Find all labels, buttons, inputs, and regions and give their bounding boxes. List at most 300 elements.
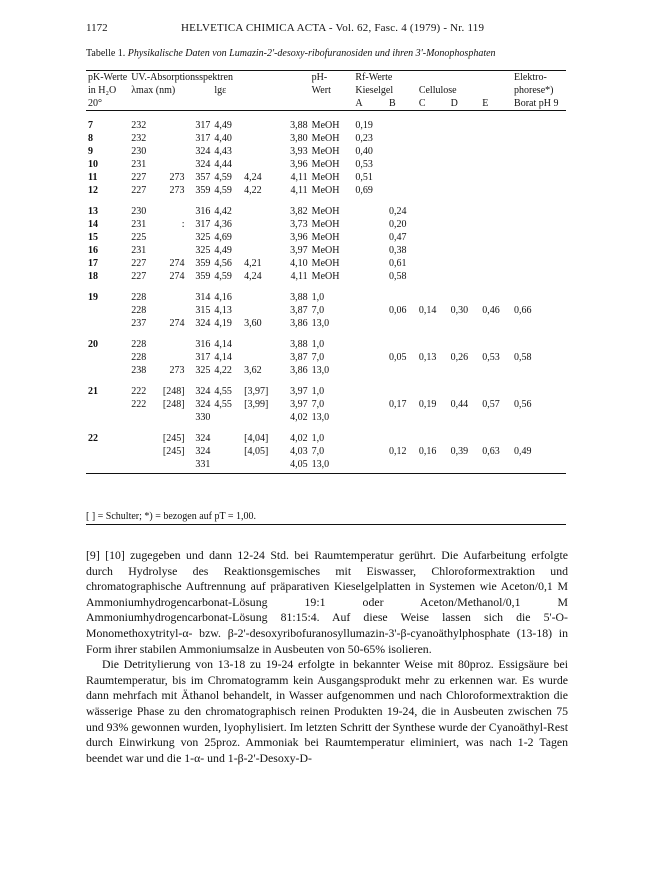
lmax-3: 317 <box>195 133 211 144</box>
rf-e <box>480 283 512 304</box>
lmax-3: 315 <box>195 305 211 316</box>
lmax-1: 231 <box>131 245 147 256</box>
rf-e <box>480 184 512 197</box>
rf-a <box>353 218 387 231</box>
ph-value: MeOH <box>311 219 340 230</box>
compound-id: 7 <box>88 120 93 131</box>
lge-1: 4,49 <box>214 245 232 256</box>
rf-b <box>387 158 417 171</box>
lmax-2 <box>161 411 187 424</box>
data-table <box>86 70 566 474</box>
lge-2: [4,05] <box>244 446 269 457</box>
rf-a <box>353 317 387 330</box>
rf-a <box>353 351 387 364</box>
table-row <box>86 145 566 158</box>
rf-c <box>417 317 449 330</box>
rf-c <box>417 218 449 231</box>
lge-3: 3,82 <box>290 206 308 217</box>
rf-a <box>353 244 387 257</box>
rf-d <box>449 111 481 133</box>
ph-value: 7,0 <box>311 305 325 316</box>
compound-id: 18 <box>88 271 98 282</box>
lmax-3: 324 <box>195 433 211 444</box>
lmax-3: 316 <box>195 339 211 350</box>
lge-3: 4,05 <box>276 458 310 474</box>
elektrophorese <box>512 171 566 184</box>
lge-2 <box>242 304 276 317</box>
rf-b: 0,20 <box>389 219 407 230</box>
lge-2 <box>242 111 276 133</box>
ph-value: MeOH <box>311 120 340 131</box>
rf-d <box>449 364 481 377</box>
rf-c <box>417 364 449 377</box>
table-row <box>86 398 566 411</box>
compound-id <box>86 317 129 330</box>
lge-1: 4,14 <box>214 352 232 363</box>
table-row <box>86 304 566 317</box>
lmax-2 <box>161 197 187 218</box>
lmax-2 <box>161 330 187 351</box>
elektrophorese <box>512 231 566 244</box>
rf-b: 0,17 <box>389 399 407 410</box>
lge-1 <box>212 411 242 424</box>
lmax-1: 228 <box>131 292 147 303</box>
rf-d <box>449 184 481 197</box>
lge-1: 4,36 <box>214 219 232 230</box>
lmax-3: 359 <box>195 271 211 282</box>
ph-value: MeOH <box>311 271 340 282</box>
lge-3: 4,03 <box>290 446 308 457</box>
rf-c <box>417 424 449 445</box>
rf-d <box>449 283 481 304</box>
rf-d <box>449 317 481 330</box>
lmax-1: 222 <box>131 399 147 410</box>
rf-c: 0,16 <box>418 446 437 457</box>
rf-b <box>387 145 417 158</box>
rf-e <box>480 424 512 445</box>
lge-2 <box>242 197 276 218</box>
ph-value: 1,0 <box>311 433 325 444</box>
rf-b <box>387 171 417 184</box>
rf-a: 0,40 <box>355 146 373 157</box>
lmax-1: 227 <box>131 258 147 269</box>
rf-a <box>353 197 387 218</box>
header-row-3 <box>86 97 566 111</box>
rf-b <box>387 317 417 330</box>
col-kieselgel: Kieselgel <box>355 85 394 96</box>
col-c: C <box>417 97 449 111</box>
rf-d <box>449 330 481 351</box>
rf-d: 0,26 <box>450 352 469 363</box>
lge-1: 4,44 <box>214 159 232 170</box>
lge-2: [3,97] <box>244 386 269 397</box>
lge-3: 4,11 <box>290 185 308 196</box>
rf-a <box>353 257 387 270</box>
rf-b <box>387 411 417 424</box>
rf-a: 0,69 <box>355 185 373 196</box>
rf-e: 0,46 <box>482 305 500 316</box>
ph-value: 1,0 <box>311 339 325 350</box>
compound-id <box>86 351 129 364</box>
col-cellulose: Cellulose <box>418 85 457 96</box>
lmax-1: 231 <box>131 159 147 170</box>
rf-c <box>417 244 449 257</box>
rf-e <box>480 218 512 231</box>
rf-c <box>417 231 449 244</box>
lge-1 <box>212 424 242 445</box>
col-rf: Rf-Werte <box>353 71 512 85</box>
lmax-3: 325 <box>195 232 211 243</box>
rf-a <box>353 424 387 445</box>
lge-3: 3,88 <box>290 120 308 131</box>
ph-value: MeOH <box>311 133 340 144</box>
lmax-3: 324 <box>195 146 211 157</box>
caption-label: Tabelle 1. <box>86 48 126 59</box>
ph-value: MeOH <box>311 206 340 217</box>
lge-3: 3,97 <box>290 399 308 410</box>
table-row <box>86 283 566 304</box>
elektrophorese <box>512 197 566 218</box>
lmax-3: 357 <box>195 172 211 183</box>
rf-c <box>417 330 449 351</box>
rf-b <box>387 458 417 474</box>
lge-3: 3,96 <box>290 159 308 170</box>
lmax-2 <box>161 111 187 133</box>
rf-b <box>387 184 417 197</box>
lmax-3: 324 <box>195 386 211 397</box>
lmax-1: 232 <box>131 120 147 131</box>
lge-1: 4,19 <box>214 318 232 329</box>
elektrophorese <box>512 184 566 197</box>
rf-d <box>449 458 481 474</box>
lmax-3: 330 <box>195 412 211 423</box>
ph-value: MeOH <box>311 232 340 243</box>
rf-b <box>387 132 417 145</box>
lmax-1: 227 <box>131 271 147 282</box>
lge-2: 3,60 <box>244 318 262 329</box>
lmax-2 <box>161 231 187 244</box>
lmax-2: [248] <box>162 386 185 397</box>
table-row <box>86 171 566 184</box>
lge-1 <box>212 458 242 474</box>
lmax-3: 331 <box>187 458 213 474</box>
rf-b <box>387 283 417 304</box>
rf-e <box>480 411 512 424</box>
lge-1: 4,55 <box>214 399 232 410</box>
lge-3: 4,02 <box>290 412 308 423</box>
rf-c <box>417 184 449 197</box>
elektrophorese <box>512 270 566 283</box>
ph-value: 7,0 <box>311 399 325 410</box>
rf-d <box>449 145 481 158</box>
rf-d <box>449 244 481 257</box>
elektrophorese <box>512 158 566 171</box>
rf-d <box>449 424 481 445</box>
col-d: D <box>449 97 481 111</box>
lge-3: 3,86 <box>290 318 308 329</box>
col-lge: lgε <box>214 85 227 96</box>
ph-value: MeOH <box>311 185 340 196</box>
rf-a <box>353 231 387 244</box>
lge-2: [3,99] <box>244 399 269 410</box>
col-b: B <box>387 97 417 111</box>
lmax-2 <box>161 158 187 171</box>
compound-id <box>86 458 129 474</box>
compound-id <box>86 398 129 411</box>
col-pk-sub2: 20° <box>86 97 129 111</box>
rf-b <box>387 330 417 351</box>
lmax-2: 274 <box>169 258 185 269</box>
rf-e <box>480 244 512 257</box>
lmax-3: 325 <box>195 365 211 376</box>
rf-d: 0,44 <box>450 399 469 410</box>
lmax-1 <box>129 411 161 424</box>
ph-value: 13,0 <box>311 318 330 329</box>
table-row <box>86 184 566 197</box>
rf-a <box>353 377 387 398</box>
rf-a <box>353 398 387 411</box>
lmax-1: 228 <box>131 339 147 350</box>
caption-text: Physikalische Daten von Lumazin-2'-desoxy-ribofuranosiden und ihren 3'-Monophosphaten <box>127 48 496 59</box>
lge-1 <box>212 445 242 458</box>
lge-1: 4,56 <box>214 258 232 269</box>
rf-d: 0,39 <box>450 446 469 457</box>
rf-d <box>449 231 481 244</box>
rf-b: 0,38 <box>389 245 407 256</box>
col-el: Elektro- <box>512 71 566 85</box>
table-row <box>86 458 566 474</box>
table-row <box>86 257 566 270</box>
compound-id: 11 <box>88 172 98 183</box>
rf-b: 0,12 <box>389 446 407 457</box>
table-row <box>86 364 566 377</box>
lmax-1: 225 <box>131 232 147 243</box>
rf-b: 0,24 <box>389 206 407 217</box>
rf-a: 0,51 <box>355 172 373 183</box>
table-row <box>86 445 566 458</box>
lmax-1: 230 <box>131 146 147 157</box>
elektrophorese <box>512 283 566 304</box>
compound-id: 12 <box>88 185 98 196</box>
rf-e <box>480 330 512 351</box>
rf-d <box>449 257 481 270</box>
rf-e <box>480 458 512 474</box>
lmax-2: 273 <box>169 172 185 183</box>
elektrophorese <box>512 411 566 424</box>
paragraph-1: [9] [10] zugegeben und dann 12-24 Std. bei Raumtemperatur gerührt. Die Aufarbeitung erfolgte durch Hydrolyse des Reaktionsgemisches mit Eiswasser, Chloroformextraktion und chromatographische Auftrennung auf präparativen Kieselgelplatten in Systemen wie Aceton/0,1 M Ammoniumhydrogencarbonat-Lösung 19:1 oder Aceton/Methanol/0,1 M Ammoniumhydrogencarbonat-Lösung 81:15:4. Auf diese Weise lassen sich die 5'-O-Monomethoxytrityl-α- bzw. β-2'-desoxyribofuranosyllumazin-3'-β-cyanoäthylphosphate (13-18) in Form ihrer stabilen Ammoniumsalze in Ausbeuten von 50-65% isolieren. <box>86 548 568 656</box>
lmax-1 <box>129 424 161 445</box>
lge-3: 3,80 <box>290 133 308 144</box>
lmax-1: 231 <box>131 219 147 230</box>
rf-c <box>417 158 449 171</box>
lmax-2: [245] <box>162 446 185 457</box>
lmax-2 <box>161 304 187 317</box>
lge-2 <box>242 283 276 304</box>
lmax-2: 273 <box>169 365 185 376</box>
rf-a <box>353 304 387 317</box>
lmax-3: 325 <box>195 245 211 256</box>
lge-2 <box>242 244 276 257</box>
rf-e <box>480 145 512 158</box>
lge-3: 3,87 <box>290 352 308 363</box>
lmax-2: [248] <box>162 399 185 410</box>
col-lmax: λmax (nm) <box>131 85 176 96</box>
col-pk: pK-Werte <box>88 72 128 83</box>
table-row <box>86 424 566 445</box>
lmax-3: 316 <box>195 206 211 217</box>
lge-1: 4,69 <box>214 232 232 243</box>
compound-id: 8 <box>88 133 93 144</box>
lge-2 <box>242 458 276 474</box>
rf-d <box>449 171 481 184</box>
compound-id: 13 <box>88 206 98 217</box>
elektrophorese <box>512 364 566 377</box>
elektrophorese <box>512 111 566 133</box>
lge-2: 3,62 <box>244 365 262 376</box>
lmax-3: 317 <box>195 219 211 230</box>
lmax-1: 238 <box>131 365 147 376</box>
lge-1: 4,55 <box>214 386 232 397</box>
lmax-3: 314 <box>195 292 211 303</box>
compound-id: 16 <box>88 245 98 256</box>
ph-value: 13,0 <box>311 412 330 423</box>
table-row <box>86 231 566 244</box>
rf-e <box>480 270 512 283</box>
lge-3: 3,73 <box>290 219 308 230</box>
ph-value: MeOH <box>311 245 340 256</box>
lmax-3: 317 <box>195 120 211 131</box>
ph-value: MeOH <box>311 159 340 170</box>
lmax-2: 273 <box>169 185 185 196</box>
lge-2: [4,04] <box>244 433 269 444</box>
rf-e <box>480 132 512 145</box>
lmax-1: 227 <box>131 172 147 183</box>
lge-3: 3,96 <box>290 232 308 243</box>
lge-3: 4,10 <box>290 258 308 269</box>
col-ph: pH- <box>310 71 354 85</box>
rf-d <box>449 197 481 218</box>
rf-b: 0,05 <box>389 352 407 363</box>
lmax-1: 228 <box>131 352 147 363</box>
rf-d <box>449 132 481 145</box>
rf-b <box>387 111 417 133</box>
lge-3: 3,87 <box>290 305 308 316</box>
compound-id: 22 <box>88 433 98 444</box>
lge-2: 4,24 <box>244 172 262 183</box>
rf-d <box>449 158 481 171</box>
rf-c <box>417 257 449 270</box>
compound-id <box>86 364 129 377</box>
elektrophorese <box>512 218 566 231</box>
ph-value: 1,0 <box>311 386 325 397</box>
rf-a: 0,53 <box>355 159 373 170</box>
rf-c <box>417 458 449 474</box>
table-row <box>86 111 566 133</box>
col-e: E <box>480 97 512 111</box>
lmax-3: 317 <box>195 352 211 363</box>
lmax-2 <box>161 458 187 474</box>
rf-c <box>417 145 449 158</box>
lge-1: 4,59 <box>214 271 232 282</box>
lge-3: 4,11 <box>290 172 308 183</box>
rf-b <box>387 424 417 445</box>
compound-id <box>86 445 129 458</box>
elektrophorese <box>512 257 566 270</box>
compound-id: 10 <box>88 159 98 170</box>
rf-c <box>417 377 449 398</box>
lge-1: 4,43 <box>214 146 232 157</box>
lmax-3: 324 <box>195 318 211 329</box>
compound-id: 15 <box>88 232 98 243</box>
rf-e <box>480 377 512 398</box>
rf-a <box>353 458 387 474</box>
rf-a <box>353 364 387 377</box>
lmax-2: 274 <box>169 318 185 329</box>
lmax-2 <box>161 132 187 145</box>
table-row <box>86 270 566 283</box>
lmax-3: 324 <box>195 159 211 170</box>
elektrophorese <box>512 132 566 145</box>
rf-e: 0,57 <box>482 399 500 410</box>
lmax-1: 228 <box>131 305 147 316</box>
lge-2: 4,22 <box>244 185 262 196</box>
rf-a: 0,23 <box>355 133 373 144</box>
elektrophorese: 0,66 <box>514 305 532 316</box>
lmax-2 <box>161 244 187 257</box>
rf-d <box>449 411 481 424</box>
compound-id: 19 <box>88 292 98 303</box>
rf-c <box>417 411 449 424</box>
lge-1: 4,59 <box>214 185 232 196</box>
ph-value: MeOH <box>311 172 340 183</box>
page-number: 1172 <box>86 22 108 34</box>
table-row <box>86 158 566 171</box>
lmax-1: 232 <box>131 133 147 144</box>
footnote-rule <box>86 524 566 525</box>
rf-a <box>353 411 387 424</box>
lge-2 <box>242 411 276 424</box>
lge-2 <box>242 158 276 171</box>
compound-id: 9 <box>88 146 93 157</box>
rf-e <box>480 111 512 133</box>
lge-2 <box>242 218 276 231</box>
lge-3: 3,93 <box>290 146 308 157</box>
elektrophorese <box>512 377 566 398</box>
header-row-1 <box>86 71 566 85</box>
rf-e <box>480 158 512 171</box>
lge-2 <box>242 145 276 158</box>
lge-3: 4,11 <box>290 271 308 282</box>
compound-id: 14 <box>88 219 98 230</box>
rf-b: 0,06 <box>389 305 407 316</box>
elektrophorese: 0,56 <box>514 399 532 410</box>
journal-title: HELVETICA CHIMICA ACTA - Vol. 62, Fasc. 4 (1979) - Nr. 119 <box>181 22 485 34</box>
body-text <box>86 548 568 766</box>
compound-id: 17 <box>88 258 98 269</box>
table-caption <box>86 48 576 59</box>
rf-a <box>353 445 387 458</box>
lmax-3: 324 <box>195 446 211 457</box>
rf-e <box>480 171 512 184</box>
table-row <box>86 377 566 398</box>
lge-1: 4,16 <box>214 292 232 303</box>
rf-d: 0,30 <box>450 305 469 316</box>
table-row <box>86 411 566 424</box>
lge-3: 3,97 <box>290 386 308 397</box>
elektrophorese: 0,58 <box>514 352 532 363</box>
rf-b <box>387 377 417 398</box>
elektrophorese <box>512 244 566 257</box>
